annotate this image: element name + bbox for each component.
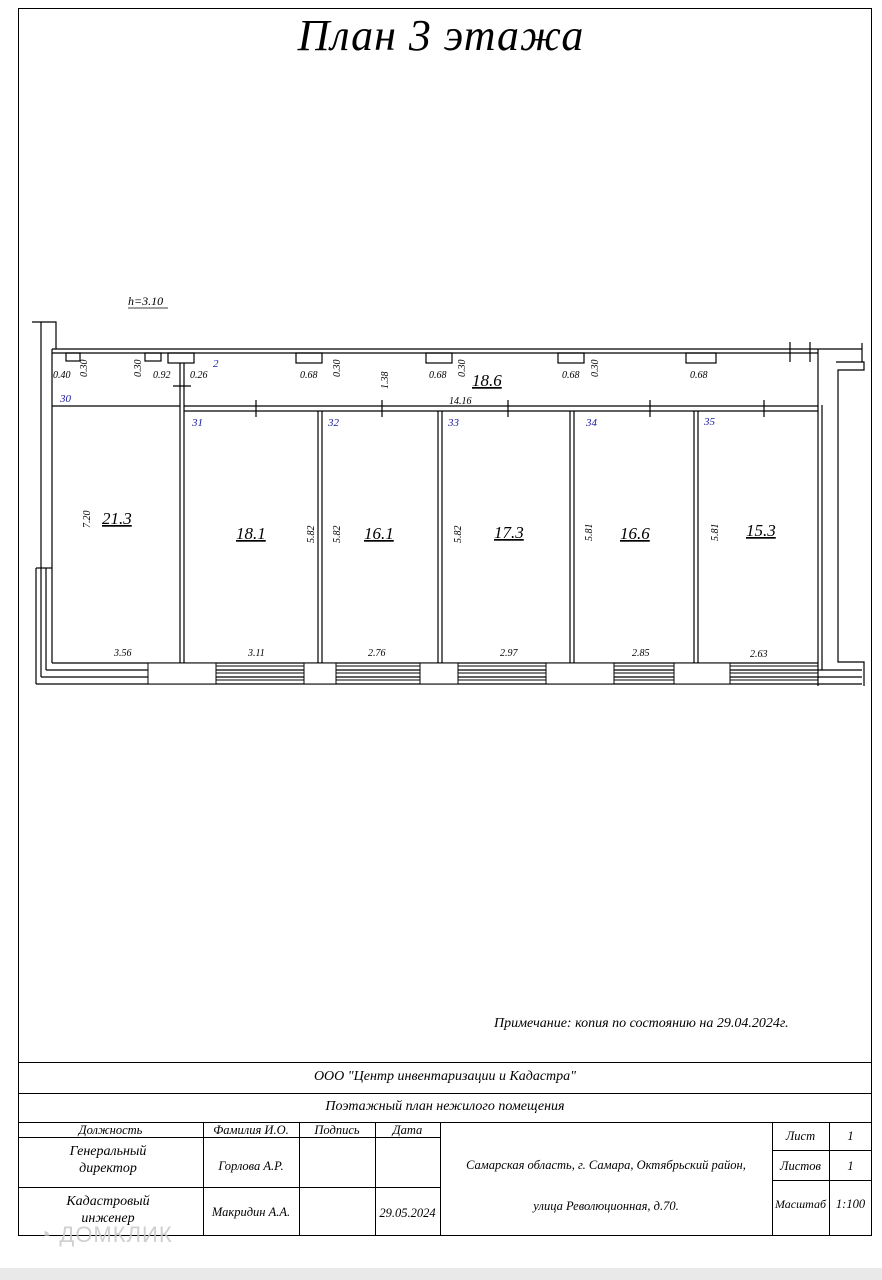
scale-label: Масштаб	[774, 1197, 827, 1211]
row1-position: Генеральный директор	[69, 1144, 147, 1176]
sheets-value: 1	[847, 1159, 854, 1173]
room-34-number: 34	[586, 417, 597, 429]
row2-date: 29.05.2024	[379, 1206, 436, 1220]
sheet-label: Лист	[785, 1129, 816, 1143]
corridor-area: 18.6	[472, 371, 502, 390]
room-31-depth: 5.82	[306, 525, 317, 543]
room-31-width: 3.11	[248, 648, 265, 659]
room-33-area: 17.3	[494, 523, 524, 542]
room-30-depth: 7.20	[82, 510, 93, 528]
room-32-number: 32	[328, 417, 339, 429]
dim-top-5: 0.26	[190, 370, 208, 381]
organization-name: ООО "Центр инвентаризации и Кадастра"	[313, 1069, 577, 1084]
room-35-number: 35	[704, 416, 715, 428]
ceiling-height-label: h=3.10	[128, 294, 164, 308]
plan-title: План 3 этажа	[297, 11, 585, 60]
stamp-divider	[440, 1122, 441, 1236]
header-signature: Подпись	[314, 1123, 360, 1137]
dim-top-6: 0.68	[300, 370, 318, 381]
room-30-area: 21.3	[102, 509, 132, 528]
dim-top-2: 0.30	[79, 359, 90, 377]
room-35-width: 2.63	[750, 649, 768, 660]
dim-top-12: 0.30	[590, 359, 601, 377]
header-date: Дата	[392, 1123, 423, 1137]
dim-top-9: 0.68	[429, 370, 447, 381]
left-top-wall	[32, 322, 56, 349]
watermark-logo-icon: ◔	[38, 1222, 53, 1247]
stamp-divider	[299, 1122, 300, 1236]
row2-position: Кадастровый инженер	[66, 1194, 150, 1226]
room-33-width: 2.97	[500, 648, 518, 659]
room-32-width: 2.76	[368, 648, 386, 659]
room-30-width: 3.56	[114, 648, 132, 659]
document-title: Поэтажный план нежилого помещения	[325, 1099, 565, 1114]
stamp-line	[18, 1062, 872, 1063]
row2-name: Макридин А.А.	[211, 1205, 291, 1219]
room-31-number: 31	[192, 417, 203, 429]
room-34-area: 16.6	[620, 524, 650, 543]
room-30-number: 30	[60, 393, 71, 405]
dim-top-4: 0.92	[153, 370, 171, 381]
address-line-2: улица Революционная, д.70.	[533, 1199, 679, 1213]
stamp-line	[18, 1187, 440, 1188]
state-note: Примечание: копия по состоянию на 29.04.2024г.	[494, 1016, 789, 1031]
room-32-depth: 5.82	[332, 525, 343, 543]
watermark-text: ДОМКЛИК	[59, 1222, 173, 1247]
corridor-length: 14.16	[449, 396, 472, 407]
row1-name: Горлова А.Р.	[218, 1159, 284, 1173]
room-35-depth: 5.81	[710, 523, 721, 541]
address-line-1: Самарская область, г. Самара, Октябрьский район,	[466, 1158, 746, 1172]
dim-top-8: 1.38	[380, 371, 391, 389]
dim-top-7: 0.30	[332, 359, 343, 377]
stamp-line	[18, 1093, 872, 1094]
room-33-depth: 5.82	[453, 525, 464, 543]
screen-bottom-bar	[0, 1268, 882, 1280]
sheets-label: Листов	[780, 1159, 821, 1173]
dim-top-3: 0.30	[133, 359, 144, 377]
dim-top-1: 0.40	[53, 370, 71, 381]
domclick-watermark	[38, 1222, 173, 1248]
room-35-area: 15.3	[746, 521, 776, 540]
stamp-line	[772, 1180, 872, 1181]
dim-top-10: 0.30	[457, 359, 468, 377]
room-34-width: 2.85	[632, 648, 650, 659]
dim-top-13: 0.68	[690, 370, 708, 381]
room-33-number: 33	[448, 417, 459, 429]
dim-top-11: 0.68	[562, 370, 580, 381]
stamp-line	[772, 1150, 872, 1151]
room-32-area: 16.1	[364, 524, 394, 543]
corridor-number: 2	[213, 358, 219, 370]
header-position: Должность	[78, 1123, 143, 1137]
header-name: Фамилия И.О.	[213, 1123, 289, 1137]
room-34-depth: 5.81	[584, 523, 595, 541]
room-31-area: 18.1	[236, 524, 266, 543]
scale-value: 1:100	[835, 1197, 866, 1211]
sheet-value: 1	[847, 1129, 854, 1143]
